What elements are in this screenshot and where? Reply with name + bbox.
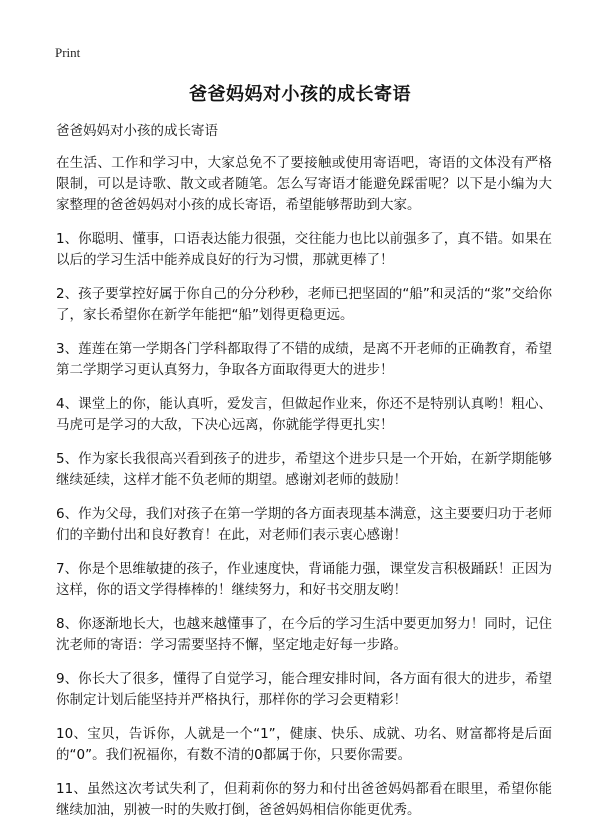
message-paragraph-2: 2、孩子要掌控好属于你自己的分分秒秒，老师已把坚固的“船”和灵活的“浆”交给你了，家长希望你在新学年能把“船”划得更稳更远。 <box>56 286 552 323</box>
article-subtitle: 爸爸妈妈对小孩的成长寄语 <box>56 123 218 139</box>
message-paragraph-8: 8、你逐渐地长大，也越来越懂事了，在今后的学习生活中要更加努力！同时，记住沈老师的寄语：学习需要坚持不懈，坚定地走好每一步路。 <box>56 616 552 653</box>
page-title: 爸爸妈妈对小孩的成长寄语 <box>189 84 411 105</box>
message-paragraph-7: 7、你是个思维敏捷的孩子，作业速度快，背诵能力强，课堂发言积极踊跃！正因为这样，你的语文学得棒棒的！继续努力，和好书交朋友哟！ <box>56 561 552 598</box>
message-paragraph-11: 11、虽然这次考试失利了，但莉莉你的努力和付出爸爸妈妈都看在眼里，希望你能继续加油，别被一时的失败打倒，爸爸妈妈相信你能更优秀。 <box>56 781 552 818</box>
article-body <box>56 121 552 834</box>
message-paragraph-6: 6、作为父母，我们对孩子在第一学期的各方面表现基本满意，这主要要归功于老师们的辛勤付出和良好教育！在此，对老师们表示衷心感谢！ <box>56 506 552 543</box>
intro-paragraph: 在生活、工作和学习中，大家总免不了要接触或使用寄语吧，寄语的文体没有严格限制，可以是诗歌、散文或者随笔。怎么写寄语才能避免踩雷呢？以下是小编为大家整理的爸爸妈妈对小孩的成长寄语，希望能够帮助到大家。 <box>56 155 552 213</box>
message-paragraph-5: 5、作为家长我很高兴看到孩子的进步，希望这个进步只是一个开始，在新学期能够继续延续，这样才能不负老师的期望。感谢刘老师的鼓励！ <box>56 451 552 488</box>
print-link[interactable]: Print <box>55 45 81 60</box>
message-paragraph-9: 9、你长大了很多，懂得了自觉学习，能合理安排时间，各方面有很大的进步，希望你制定计划后能坚持并严格执行，那样你的学习会更精彩！ <box>56 671 552 708</box>
message-paragraph-3: 3、莲莲在第一学期各门学科都取得了不错的成绩，是离不开老师的正确教育，希望第二学期学习更认真努力，争取各方面取得更大的进步！ <box>56 341 552 378</box>
message-paragraph-4: 4、课堂上的你，能认真听，爱发言，但做起作业来，你还不是特别认真哟！粗心、马虎可是学习的大敌，下决心远离，你就能学得更扎实！ <box>56 396 552 433</box>
message-paragraph-1: 1、你聪明、懂事，口语表达能力很强，交往能力也比以前强多了，真不错。如果在以后的学习生活中能养成良好的行为习惯，那就更棒了！ <box>56 231 552 268</box>
message-paragraph-10: 10、宝贝，告诉你，人就是一个“1”，健康、快乐、成就、功名、财富都将是后面的“0”。我们祝福你，有数不清的0都属于你，只要你需要。 <box>56 726 552 763</box>
